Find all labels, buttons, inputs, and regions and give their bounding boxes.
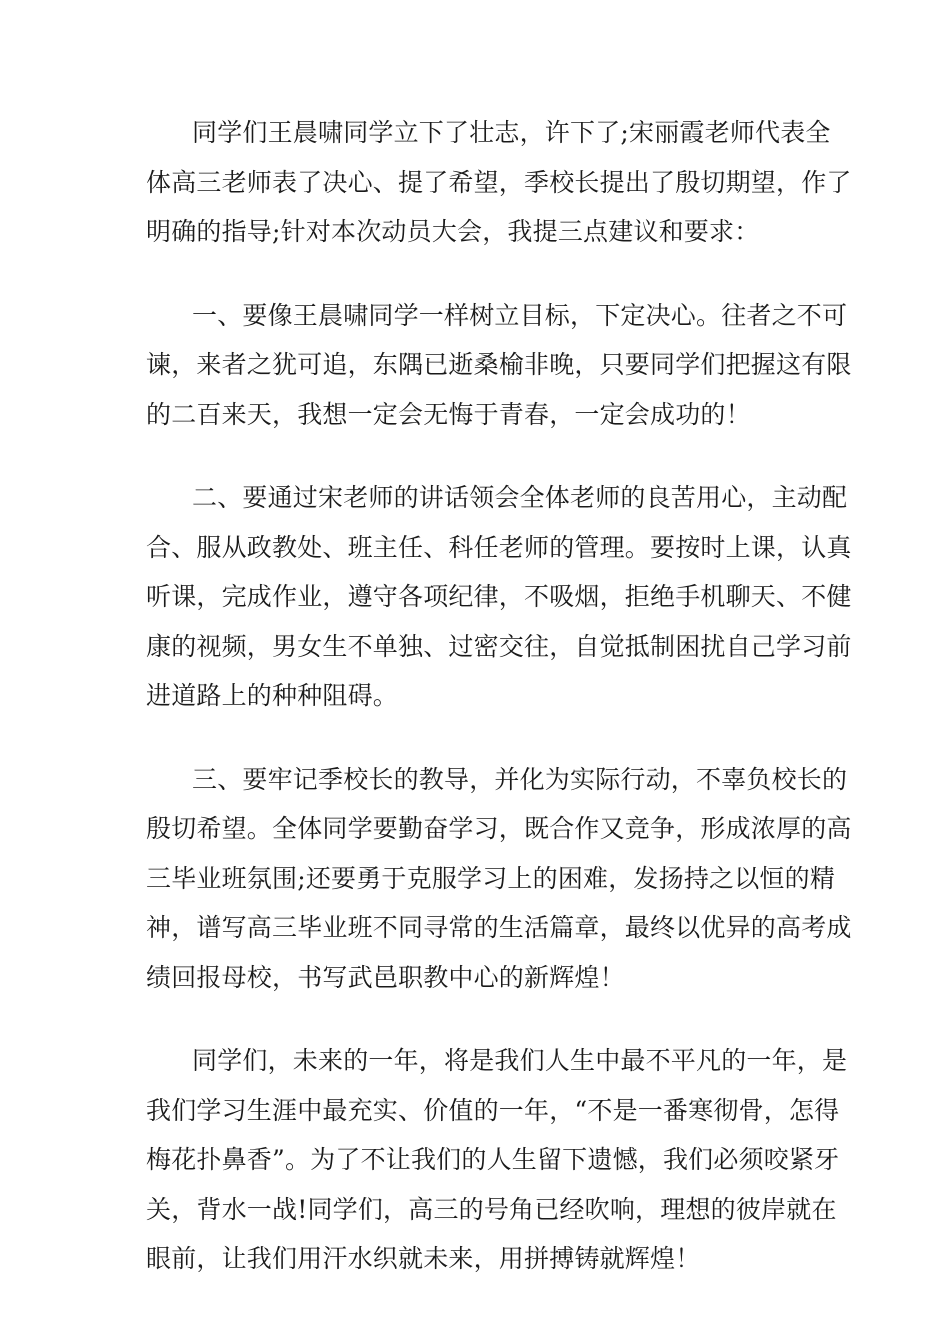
paragraph-line: 三、要牢记季校长的教导，并化为实际行动，不辜负校长的 <box>192 764 848 794</box>
paragraph-line: 关，背水一战!同学们，高三的号角已经吹响，理想的彼岸就在 <box>146 1194 837 1224</box>
paragraph-line: 合、服从政教处、班主任、科任老师的管理。要按时上课，认真 <box>146 532 852 562</box>
paragraph-closing <box>146 1036 848 1284</box>
paragraph-line: 三毕业班氛围;还要勇于克服学习上的困难，发扬持之以恒的精 <box>146 863 836 893</box>
paragraph-line: 眼前，让我们用汗水织就未来，用拼搏铸就辉煌！ <box>146 1244 701 1273</box>
paragraph-line: 我们学习生涯中最充实、价值的一年，“不是一番寒彻骨，怎得 <box>146 1095 840 1125</box>
paragraph-line: 一、要像王晨啸同学一样树立目标，下定决心。往者之不可 <box>192 300 848 330</box>
paragraph-line: 绩回报母校，书写武邑职教中心的新辉煌！ <box>146 962 625 992</box>
paragraph-point-two <box>146 473 852 721</box>
paragraph-intro <box>146 108 852 257</box>
paragraph-line: 的二百来天，我想一定会无悔于青春，一定会成功的！ <box>146 399 751 429</box>
paragraph-line: 谏，来者之犹可追，东隅已逝桑榆非晚，只要同学们把握这有限 <box>146 350 852 379</box>
paragraph-line: 梅花扑鼻香”。为了不让我们的人生留下遗憾，我们必须咬紧牙 <box>146 1145 840 1174</box>
paragraph-point-three <box>146 755 852 1003</box>
document-page <box>146 108 852 1318</box>
paragraph-line: 同学们王晨啸同学立下了壮志，许下了;宋丽霞老师代表全 <box>192 118 831 147</box>
paragraph-line: 明确的指导;针对本次动员大会，我提三点建议和要求： <box>146 217 760 246</box>
paragraph-line: 同学们，未来的一年，将是我们人生中最不平凡的一年，是 <box>192 1046 848 1075</box>
paragraph-line: 二、要通过宋老师的讲话领会全体老师的良苦用心，主动配 <box>192 483 848 512</box>
paragraph-point-one <box>146 291 852 440</box>
paragraph-line: 神，谱写高三毕业班不同寻常的生活篇章，最终以优异的高考成 <box>146 913 852 942</box>
paragraph-line: 殷切希望。全体同学要勤奋学习，既合作又竞争，形成浓厚的高 <box>146 814 852 843</box>
paragraph-line: 康的视频，男女生不单独、过密交往，自觉抵制困扰自己学习前 <box>146 631 852 661</box>
paragraph-line: 体高三老师表了决心、提了希望，季校长提出了殷切期望，作了 <box>146 167 852 197</box>
paragraph-line: 听课，完成作业，遵守各项纪律，不吸烟，拒绝手机聊天、不健 <box>146 582 852 611</box>
paragraph-line: 进道路上的种种阻碍。 <box>146 681 399 710</box>
